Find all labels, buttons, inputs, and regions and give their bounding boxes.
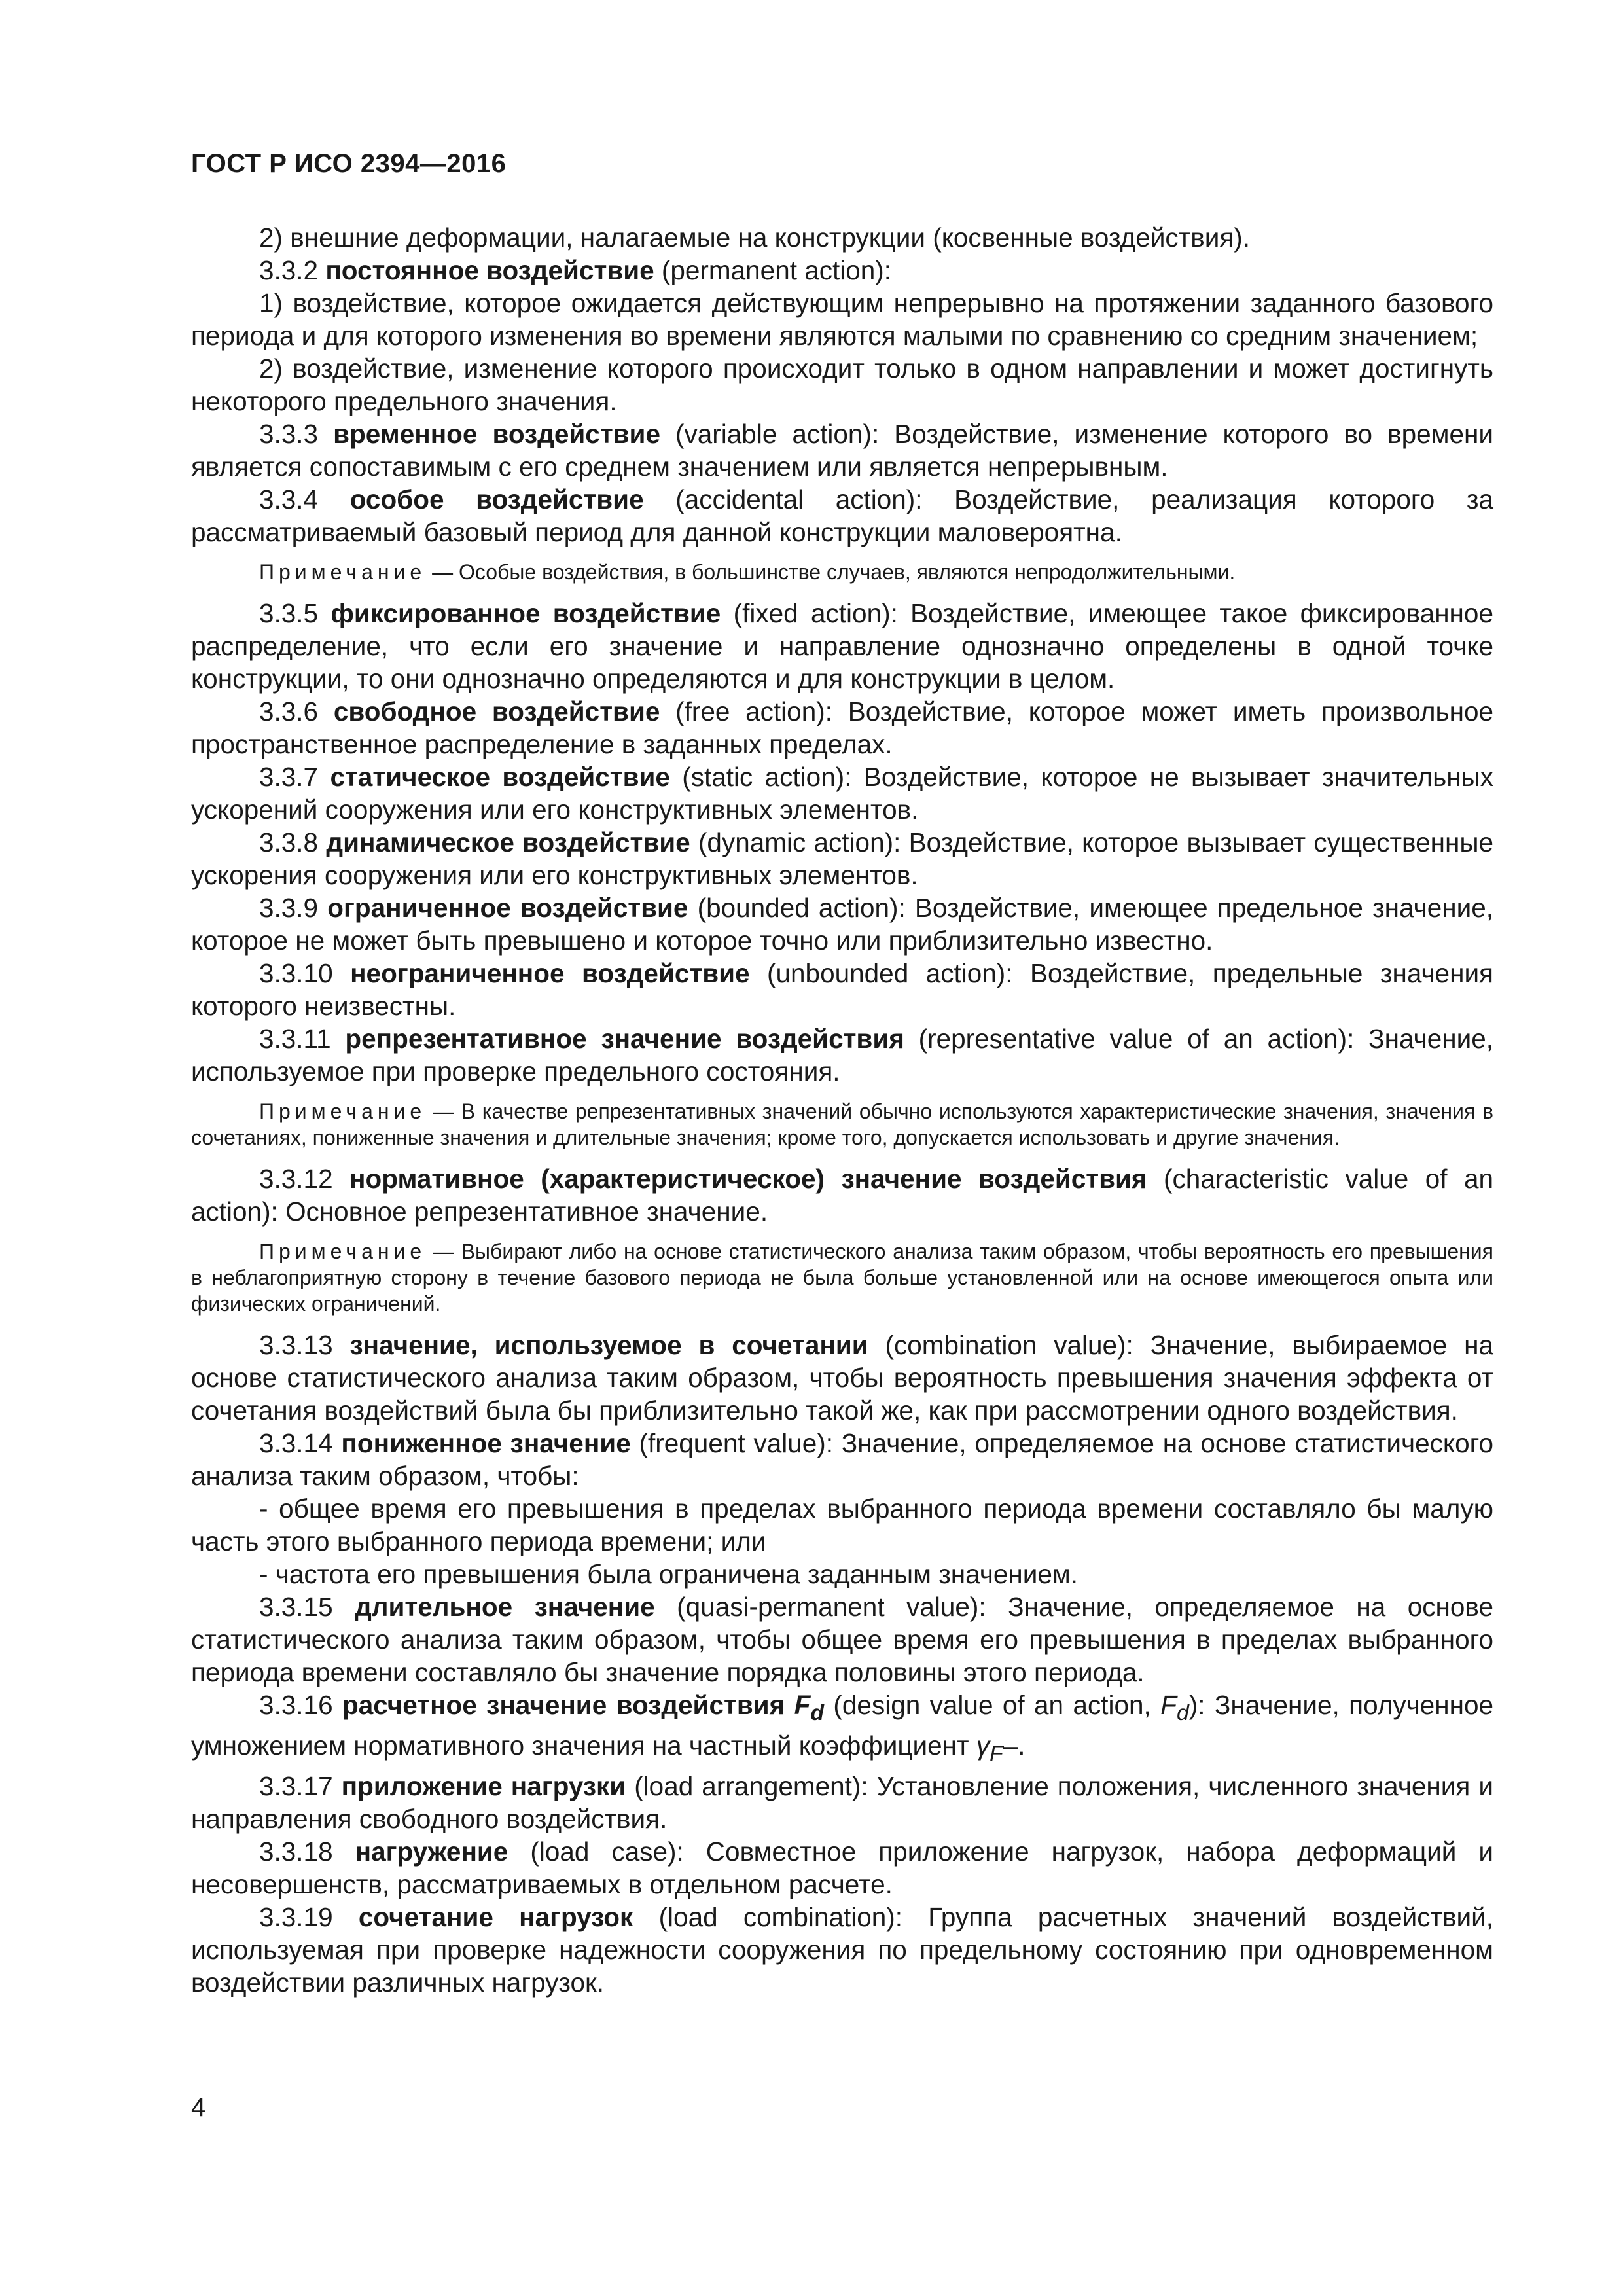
clause-number: 3.3.10 — [259, 958, 351, 988]
term-definition — [191, 1689, 1493, 1770]
definition-text: –. — [1003, 1731, 1026, 1761]
term: динамическое воздействие — [326, 827, 690, 857]
term: особое воздействие — [349, 484, 644, 514]
gamma-subscript: F — [990, 1741, 1003, 1767]
term: статическое воздействие — [330, 762, 670, 792]
definition-text: (load case): Совместное приложение нагрузок, набора деформаций и несовершенств, рассматриваемых в отдельном расчете. — [191, 1837, 1493, 1900]
document-header: ГОСТ Р ИСО 2394—2016 — [191, 149, 507, 178]
term-definition — [191, 957, 1493, 1022]
term: неограниченное воздействие — [350, 958, 750, 988]
page-number: 4 — [191, 2093, 206, 2122]
definition-text: (design value of an action, — [824, 1690, 1161, 1720]
clause-number: 3.3.15 — [259, 1592, 355, 1622]
term: репрезентативное значение воздействия — [345, 1024, 904, 1054]
document-body — [191, 221, 1493, 1999]
term: свободное воздействие — [333, 696, 660, 726]
term: значение, используемое в сочетании — [349, 1330, 868, 1360]
term: расчетное значение воздействия — [342, 1690, 794, 1720]
clause-number: 3.3.16 — [259, 1690, 342, 1720]
clause-number: 3.3.11 — [259, 1024, 346, 1054]
term-definition — [191, 1022, 1493, 1088]
paragraph-text: 2) воздействие, изменение которого происходит только в одном направлении и может достигнуть некоторого предельного значения. — [191, 353, 1493, 416]
definition-text: (frequent value): Значение, определяемое на основе статистического анализа таким образом, чтобы: — [191, 1428, 1494, 1491]
term-definition — [191, 1329, 1493, 1427]
symbol: F — [794, 1690, 811, 1720]
clause-number: 3.3.5 — [259, 598, 331, 628]
term: временное воздействие — [333, 419, 660, 449]
paragraph-text: 1) воздействие, которое ожидается действующим непрерывно на протяжении заданного базового периода и для которого изменения во времени являются малыми по сравнению со средним значением; — [191, 288, 1493, 351]
definition-text: (dynamic action): Воздействие, которое вызывает существенные ускорения сооружения или его конструктивных элементов. — [191, 827, 1493, 890]
clause-number: 3.3.12 — [259, 1164, 350, 1194]
term-definition — [191, 761, 1493, 826]
paragraph-text: - частота его превышения была ограничена заданным значением. — [259, 1559, 1078, 1589]
definition-text: (characteristic value of an action): Основное репрезентативное значение. — [191, 1164, 1493, 1227]
term: приложение нагрузки — [341, 1771, 626, 1802]
paragraph — [191, 1492, 1493, 1558]
paragraph — [191, 287, 1493, 352]
term-definition — [191, 254, 1493, 287]
clause-number: 3.3.2 — [259, 255, 326, 285]
note-label: Примечание — [259, 1240, 427, 1263]
paragraph — [191, 352, 1493, 418]
clause-number: 3.3.19 — [259, 1902, 359, 1933]
note-paragraph — [191, 1098, 1493, 1151]
term: ограниченное воздействие — [327, 893, 688, 923]
symbol: F — [1160, 1690, 1177, 1720]
definition-text: (representative value of an action): Значение, используемое при проверке предельного состояния. — [191, 1024, 1493, 1086]
note-label: Примечание — [259, 560, 427, 584]
clause-number: 3.3.9 — [259, 893, 328, 923]
note-text: — Особые воздействия, в большинстве случаев, являются непродолжительными. — [426, 560, 1236, 584]
definition-text: (permanent action): — [654, 255, 892, 285]
note-paragraph — [191, 1238, 1493, 1317]
paragraph — [191, 221, 1493, 254]
term: нагружение — [355, 1837, 508, 1867]
clause-number: 3.3.17 — [259, 1771, 342, 1802]
term-definition — [191, 695, 1493, 761]
clause-number: 3.3.14 — [259, 1428, 342, 1458]
definition-text: (quasi-permanent value): Значение, определяемое на основе статистического анализа таким образом, чтобы общее время его превышения в пределах выбранного периода времени составляло бы значение порядка половины этого периода. — [191, 1592, 1493, 1687]
note-label: Примечание — [259, 1100, 427, 1123]
definition-text: (combination value): Значение, выбираемое на основе статистического анализа таким образом, чтобы вероятность превышения значения эффекта от сочетания воздействий была бы приблизительно такой же, как при рассмотрении одного воздействия. — [191, 1330, 1494, 1426]
definition-text: (accidental action): Воздействие, реализация которого за рассматриваемый базовый период для данной конструкции маловероятна. — [191, 484, 1493, 547]
clause-number: 3.3.6 — [259, 696, 334, 726]
paragraph — [191, 1558, 1493, 1590]
term-definition — [191, 1835, 1493, 1901]
clause-number: 3.3.3 — [259, 419, 334, 449]
symbol-subscript: d — [810, 1700, 825, 1726]
paragraph-text: - общее время его превышения в пределах выбранного периода времени составляло бы малую часть этого выбранного периода времени; или — [191, 1494, 1493, 1556]
term-definition — [191, 1162, 1493, 1228]
symbol-subscript: d — [1176, 1700, 1189, 1726]
clause-number: 3.3.4 — [259, 484, 350, 514]
term-definition — [191, 1770, 1493, 1835]
term-definition — [191, 418, 1493, 483]
term: фиксированное воздействие — [330, 598, 721, 628]
definition-text: (unbounded action): Воздействие, предельные значения которого неизвестны. — [191, 958, 1493, 1021]
note-paragraph — [191, 559, 1493, 585]
term: нормативное (характеристическое) значение воздействия — [349, 1164, 1147, 1194]
term: пониженное значение — [341, 1428, 631, 1458]
clause-number: 3.3.8 — [259, 827, 327, 857]
term: постоянное воздействие — [325, 255, 654, 285]
note-text: — Выбирают либо на основе статистического анализа таким образом, чтобы вероятность его превышения в неблагоприятную сторону в течение базового периода не была больше установленной или на основе имеющегося опыта или физических ограничений. — [191, 1240, 1493, 1316]
definition-text: (free action): Воздействие, которое может иметь произвольное пространственное распределение в заданных пределах. — [191, 696, 1493, 759]
term-definition — [191, 597, 1493, 695]
term: сочетание нагрузок — [358, 1902, 633, 1933]
term-definition — [191, 1427, 1493, 1492]
term: длительное значение — [355, 1592, 655, 1622]
term-definition — [191, 483, 1493, 548]
clause-number: 3.3.13 — [259, 1330, 350, 1360]
definition-text: (bounded action): Воздействие, имеющее предельное значение, которое не может быть превышено и которое точно или приблизительно известно. — [191, 893, 1493, 956]
definition-text: (load arrangement): Установление положения, численного значения и направления свободного воздействия. — [191, 1771, 1493, 1835]
term-definition — [191, 891, 1493, 957]
term-definition — [191, 1590, 1493, 1689]
gamma-symbol: γ — [976, 1731, 990, 1761]
definition-text: (fixed action): Воздействие, имеющее такое фиксированное распределение, что если его значение и направление однозначно определены в одной точке конструкции, то они однозначно определяются и для конструкции в целом. — [191, 598, 1493, 694]
paragraph-text: 2) внешние деформации, налагаемые на конструкции (косвенные воздействия). — [259, 223, 1251, 253]
term-definition — [191, 826, 1493, 891]
note-text: — В качестве репрезентативных значений обычно используются характеристические значения, значения в сочетаниях, пониженные значения и длительные значения; кроме того, допускается использовать и другие значения. — [191, 1100, 1493, 1149]
definition-text: ): Значение, полученное умножением нормативного значения на частный коэффициент — [191, 1690, 1493, 1761]
definition-text: (static action): Воздействие, которое не вызывает значительных ускорений сооружения или его конструктивных элементов. — [191, 762, 1493, 825]
definition-text: (variable action): Воздействие, изменение которого во времени является сопоставимым с его среднем значением или является непрерывным. — [191, 419, 1493, 482]
clause-number: 3.3.18 — [259, 1837, 355, 1867]
definition-text: (load combination): Группа расчетных значений воздействий, используемая при проверке надежности сооружения по предельному состоянию при одновременном воздействии различных нагрузок. — [191, 1902, 1494, 1998]
clause-number: 3.3.7 — [259, 762, 330, 792]
term-definition — [191, 1901, 1493, 1999]
